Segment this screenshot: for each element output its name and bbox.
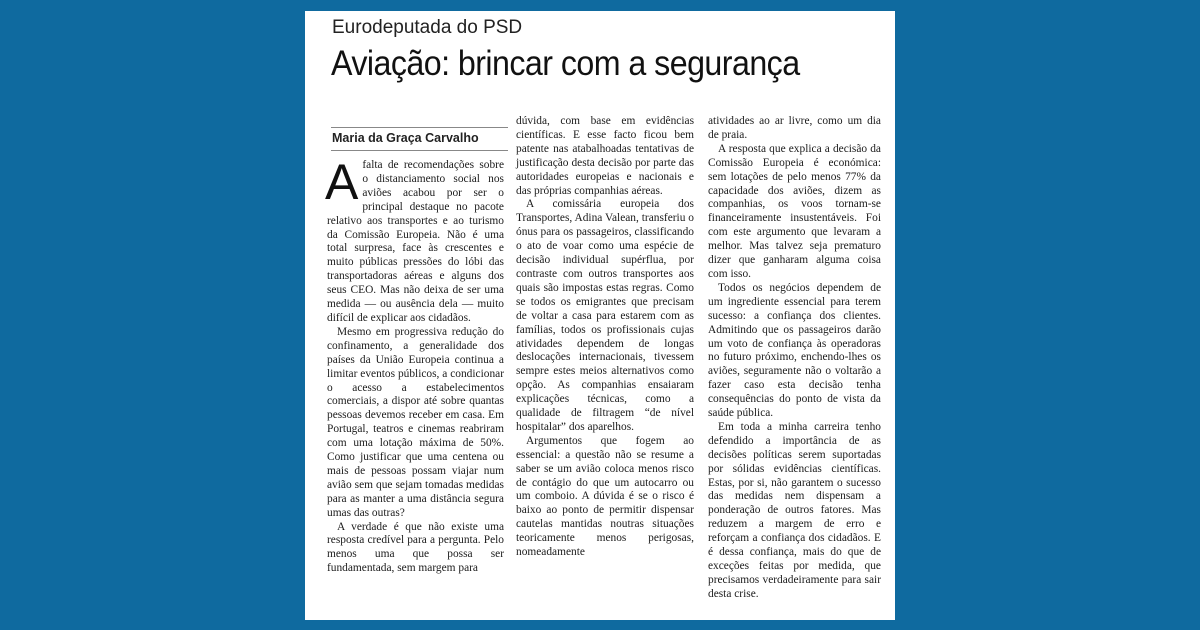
paragraph: Afalta de recomendações sobre o distanciamento social nos aviões acabou por ser o principal destaque no pacote relativo aos transportes e ao turismo da Comissão Europeia. Não é uma total surpresa, face às crescentes e muito públicas pressões do lóbi das transportadoras aéreas e alguns dos seus CEO. Mas não deixa de ser uma medida — ou ausência dela — muito difícil de explicar aos cidadãos. xyxy=(325,154,504,324)
paragraph: A resposta que explica a decisão da Comissão Europeia é económica: sem lotações de pelo menos 77% da capacidade dos aviões, dizem as companhias, os voos tornam-se financeiramente insustentáveis. Foi com este argumento que levaram a melhor. Mas talvez seja prematuro dizer que ganharam alguma coisa com isso. xyxy=(708,142,881,280)
paragraph: A verdade é que não existe uma resposta credível para a pergunta. Pelo menos uma que possa ser fundamentada, sem margem para xyxy=(327,520,504,575)
article-kicker: Eurodeputada do PSD xyxy=(332,17,523,38)
paragraph: atividades ao ar livre, como um dia de praia. xyxy=(708,115,881,141)
paragraph: Argumentos que fogem ao essencial: a questão não se resume a saber se um avião coloca menos risco de contágio do que um autocarro ou um comboio. A dúvida é se o risco é baixo ao ponto de permitir dispensar cautelas mantidas noutras situações teoricamente menos perigosas, nomeadamente xyxy=(516,434,694,559)
article-headline: Aviação: brincar com a segurança xyxy=(331,44,800,83)
newspaper-clipping xyxy=(305,11,895,620)
paragraph: Em toda a minha carreira tenho defendido a importância de as decisões políticas serem suportadas por sólidas evidências científicas. Estas, por si, não garantem o sucesso das medidas nem dispensam a ponderação de outros fatores. Mas reduzem a margem de erro e reforçam a confiança dos cidadãos. E é dessa confiança, mais do que de exceções feitas por medida, que precisamos verdadeiramente para sair desta crise. xyxy=(708,420,881,600)
article-column-2 xyxy=(516,115,694,560)
byline-bottom-rule xyxy=(331,150,508,151)
paragraph: A comissária europeia dos Transportes, Adina Valean, transferiu o ónus para os passageiros, classificando o ato de voar como uma espécie de decisão individual supérflua, por contraste com outros transportes aos quais são impostas estas regras. Como se todos os emigrantes que precisam de voltar a casa para estarem com as famílias, todos os profissionais cujas atividades dependem de longas deslocações internacionais, tivessem sempre estes meios alternativos como opção. As companhias ensaiaram explicações técnicas, como a qualidade de filtragem “de nível hospitalar” dos aparelhos. xyxy=(516,198,694,433)
drop-cap: A xyxy=(325,154,359,210)
article-column-1 xyxy=(325,154,504,576)
paragraph: Todos os negócios dependem de um ingrediente essencial para terem sucesso: a confiança dos clientes. Admitindo que os passageiros darão um voto de confiança às operadoras no futuro próximo, enchendo-lhes os aviões, seguramente não o voltarão a fazer caso esta decisão tenha consequências do ponto de vista da saúde pública. xyxy=(708,281,881,420)
paragraph: Mesmo em progressiva redução do confinamento, a generalidade dos países da União Europeia continua a limitar eventos públicos, a condicionar o acesso a estabelecimentos comerciais, a dispor até sobre quantas pessoas devemos receber em casa. Em Portugal, teatros e cinemas reabriram com uma lotação máxima de 50%. Como justificar que uma centena ou mais de pessoas possam viajar num avião sem que sejam tomadas medidas para as manter a uma distância segura umas das outras? xyxy=(327,325,504,519)
byline-top-rule xyxy=(331,127,508,128)
paragraph: dúvida, com base em evidências científicas. E esse facto ficou bem patente nas atabalhoadas tentativas de justificação desta decisão por parte das autoridades europeias e nacionais e das próprias companhias aéreas. xyxy=(516,115,694,197)
article-column-3 xyxy=(708,115,881,602)
article-byline: Maria da Graça Carvalho xyxy=(332,131,479,145)
